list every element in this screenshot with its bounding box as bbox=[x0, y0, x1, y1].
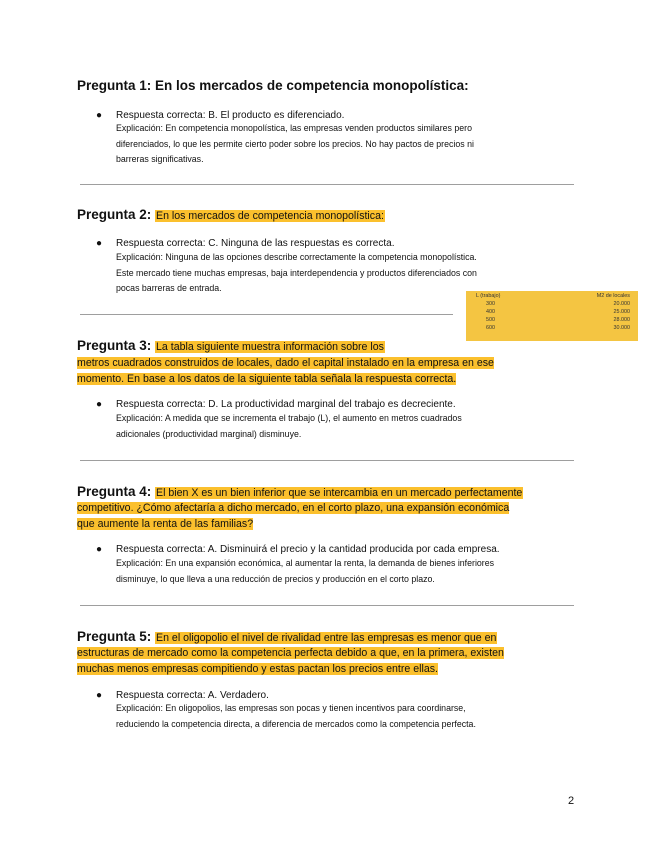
explanation-line: reduciendo la competencia directa, a diferencia de mercados como la competencia perfecta. bbox=[116, 718, 476, 729]
table-cell: 300 bbox=[486, 301, 495, 307]
question-1-explanation bbox=[116, 121, 561, 168]
question-3-text-line: momento. En base a los datos de la siguiente tabla señala la respuesta correcta. bbox=[77, 373, 457, 385]
question-4-text-line: El bien X es un bien inferior que se intercambia en un mercado perfectamente bbox=[156, 487, 523, 499]
question-5-text-line: estructuras de mercado como la competencia perfecta debido a que, en la primera, existen bbox=[77, 647, 504, 659]
table-cell: 600 bbox=[486, 325, 495, 331]
question-3-text-line: metros cuadrados construidos de locales, dado el capital instalado en la empresa en ese bbox=[77, 357, 494, 369]
question-4-title bbox=[77, 484, 523, 501]
question-4-text-line: competitivo. ¿Cómo afectaría a dicho mercado, en el corto plazo, una expansión económica bbox=[77, 502, 510, 514]
question-5-label: Pregunta 5: bbox=[77, 629, 152, 644]
explanation-line: barreras significativas. bbox=[116, 154, 204, 164]
bullet-icon: ● bbox=[96, 110, 103, 121]
table-cell: 30.000 bbox=[613, 325, 630, 331]
table-cell: 25.000 bbox=[613, 309, 630, 315]
table-cell: 400 bbox=[486, 309, 495, 315]
bullet-icon: ● bbox=[96, 399, 103, 410]
question-5-text-line: muchas menos empresas compitiendo y estas pactan los precios entre ellas. bbox=[77, 663, 438, 675]
question-3-explanation bbox=[116, 411, 561, 442]
question-5-answer: Respuesta correcta: A. Verdadero. bbox=[116, 690, 269, 701]
table-header-l: L (trabajo) bbox=[476, 293, 501, 299]
section-divider bbox=[80, 184, 574, 185]
question-5-text bbox=[77, 645, 577, 677]
question-4-text bbox=[77, 500, 577, 532]
explanation-line: adicionales (productividad marginal) disminuye. bbox=[116, 428, 302, 439]
question-3-title bbox=[77, 338, 385, 355]
table-header-m2: M2 de locales bbox=[596, 293, 630, 299]
question-5-text-line: En el oligopolio el nivel de rivalidad entre las empresas es menor que en bbox=[156, 632, 497, 644]
question-4-explanation bbox=[116, 556, 561, 587]
question-4-answer: Respuesta correcta: A. Disminuirá el precio y la cantidad producida por cada empresa. bbox=[116, 544, 500, 555]
question-2-explanation bbox=[116, 250, 561, 297]
question-3-text-line: La tabla siguiente muestra información sobre los bbox=[156, 341, 384, 353]
question-1-label: Pregunta 1: bbox=[77, 78, 152, 93]
question-4-text-line: que aumente la renta de las familias? bbox=[77, 518, 254, 530]
question-5-title bbox=[77, 629, 497, 646]
question-4-label: Pregunta 4: bbox=[77, 484, 152, 499]
question-3-answer: Respuesta correcta: D. La productividad marginal del trabajo es decreciente. bbox=[116, 399, 456, 410]
table-cell: 500 bbox=[486, 317, 495, 323]
question-2-text: En los mercados de competencia monopolística: bbox=[156, 210, 384, 222]
question-5-explanation bbox=[116, 701, 561, 732]
explanation-line: Este mercado tiene muchas empresas, baja interdependencia y productos diferenciados con bbox=[116, 267, 477, 278]
section-divider bbox=[80, 460, 574, 461]
section-divider bbox=[80, 314, 453, 315]
explanation-line: Explicación: En oligopolios, las empresas son pocas y tienen incentivos para coordinarse, bbox=[116, 703, 466, 713]
question-2-answer: Respuesta correcta: C. Ninguna de las respuestas es correcta. bbox=[116, 238, 395, 249]
question-2-label: Pregunta 2: bbox=[77, 207, 152, 222]
explanation-line: Explicación: En una expansión económica, al aumentar la renta, la demanda de bienes inferiores bbox=[116, 558, 495, 568]
explanation-line: Explicación: A medida que se incrementa el trabajo (L), el aumento en metros cuadrados bbox=[116, 413, 462, 423]
explanation-line: diferenciados, lo que les permite cierto poder sobre los precios. No hay pactos de precios ni bbox=[116, 138, 474, 149]
bullet-icon: ● bbox=[96, 690, 103, 701]
question-3-label: Pregunta 3: bbox=[77, 338, 152, 353]
data-table bbox=[466, 291, 638, 341]
bullet-icon: ● bbox=[96, 544, 103, 555]
question-1-title bbox=[77, 78, 469, 94]
explanation-line: Explicación: En competencia monopolística, las empresas venden productos similares pero bbox=[116, 123, 472, 133]
section-divider bbox=[80, 605, 574, 606]
question-3-text bbox=[77, 355, 577, 387]
question-1-answer: Respuesta correcta: B. El producto es diferenciado. bbox=[116, 110, 345, 121]
explanation-line: pocas barreras de entrada. bbox=[116, 283, 222, 293]
question-2-title bbox=[77, 207, 385, 224]
explanation-line: disminuye, lo que lleva a una reducción de precios y producción en el corto plazo. bbox=[116, 573, 435, 584]
table-cell: 28.000 bbox=[613, 317, 630, 323]
explanation-line: Explicación: Ninguna de las opciones describe correctamente la competencia monopolística. bbox=[116, 252, 477, 262]
question-1-text: En los mercados de competencia monopolística: bbox=[155, 78, 469, 93]
table-cell: 20.000 bbox=[613, 301, 630, 307]
bullet-icon: ● bbox=[96, 238, 103, 249]
page-number: 2 bbox=[568, 795, 575, 807]
